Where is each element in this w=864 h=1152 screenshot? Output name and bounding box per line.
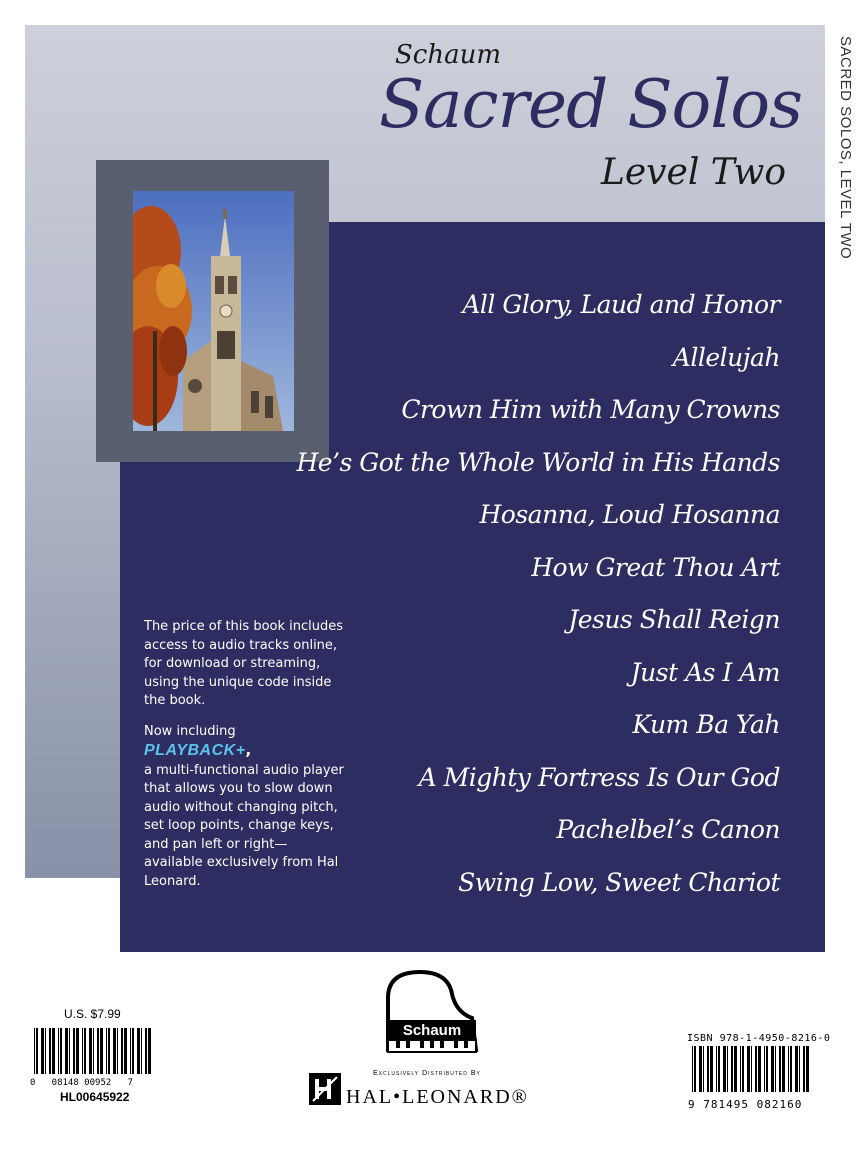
barcode-bar <box>742 1046 744 1092</box>
barcode-bar <box>58 1028 59 1074</box>
barcode-bar <box>124 1028 127 1074</box>
barcode-bar <box>703 1046 704 1092</box>
church-photo <box>133 191 294 431</box>
isbn-digits: 9 781495 082160 <box>688 1098 803 1111</box>
barcode-bar <box>699 1046 702 1092</box>
barcode-bar <box>775 1046 776 1092</box>
barcode-bar <box>137 1028 140 1074</box>
song-title: Allelujah <box>672 342 780 372</box>
barcode-bar <box>145 1028 147 1074</box>
barcode-bar <box>694 1046 696 1092</box>
barcode-bar <box>766 1046 768 1092</box>
book-title: Sacred Solos <box>378 66 802 143</box>
blurb-paragraph-2 <box>144 723 344 892</box>
barcode-bar <box>758 1046 761 1092</box>
barcode-bar <box>121 1028 123 1074</box>
audio-blurb <box>144 618 344 891</box>
barcode-bar <box>76 1028 79 1074</box>
church-illustration <box>133 191 294 431</box>
barcode-bar <box>34 1028 35 1074</box>
song-list <box>296 282 780 912</box>
barcode-bar <box>779 1046 781 1092</box>
song-title: Crown Him with Many Crowns <box>401 395 780 424</box>
barcode-bar <box>727 1046 728 1092</box>
song-title: He’s Got the Whole World in His Hands <box>296 447 780 477</box>
barcode-bar <box>799 1046 800 1092</box>
barcode-bar <box>132 1028 134 1074</box>
song-title: Just As I Am <box>630 657 780 687</box>
publisher-logo: HAL•LEONARD® <box>346 1086 529 1108</box>
blurb-paragraph: The price of this book includes access to audio tracks online, for download or streaming, using the unique code inside the book. <box>144 619 344 708</box>
barcode-bar <box>734 1046 737 1092</box>
barcode-bar <box>108 1028 110 1074</box>
book-level: Level Two <box>600 152 786 193</box>
barcode-bar <box>710 1046 713 1092</box>
song-title: Swing Low, Sweet Chariot <box>458 867 780 897</box>
song-title: How Great Thou Art <box>531 552 780 582</box>
barcode-bar <box>771 1046 774 1092</box>
barcode-bar <box>106 1028 107 1074</box>
playback-line <box>144 741 344 762</box>
barcode-bar <box>141 1028 142 1074</box>
upc-barcode <box>30 1028 158 1088</box>
song-title: All Glory, Laud and Honor <box>462 290 780 319</box>
barcode-bar <box>790 1046 792 1092</box>
spine-text: SACRED SOLOS, LEVEL TWO <box>837 36 854 260</box>
barcode-bar <box>73 1028 75 1074</box>
barcode-bar <box>117 1028 118 1074</box>
barcode-bar <box>795 1046 798 1092</box>
barcode-bar <box>69 1028 70 1074</box>
isbn-label: ISBN 978-1-4950-8216-0 <box>687 1033 831 1044</box>
grand-piano-icon <box>380 968 480 1060</box>
barcode-bar <box>93 1028 94 1074</box>
barcode-bar <box>65 1028 68 1074</box>
playback-description: a multi-functional audio player that allows you to slow down audio without changing pitch, set loop points, change keys, and pan left or right—available exclusively from Hal Leonard. <box>144 762 344 889</box>
hal-leonard-mark-icon <box>309 1073 341 1109</box>
barcode-bar <box>60 1028 62 1074</box>
barcode-bar <box>36 1028 38 1074</box>
barcode-bar <box>692 1046 693 1092</box>
barcode-bar <box>707 1046 709 1092</box>
upc-barcode-bars <box>30 1028 158 1080</box>
barcode-bar <box>84 1028 86 1074</box>
barcode-bar <box>97 1028 99 1074</box>
song-title: Kum Ba Yah <box>632 710 780 739</box>
song-title: Hosanna, Loud Hosanna <box>479 500 780 529</box>
barcode-bar <box>782 1046 785 1092</box>
barcode-bar <box>130 1028 131 1074</box>
song-title: Pachelbel’s Canon <box>556 815 780 844</box>
playback-logo: PLAYBACK+ <box>144 742 246 759</box>
item-code: HL00645922 <box>60 1090 130 1104</box>
barcode-bar <box>731 1046 733 1092</box>
schaum-logo <box>380 968 480 1064</box>
barcode-bar <box>148 1028 151 1074</box>
barcode-bar <box>41 1028 44 1074</box>
barcode-bar <box>747 1046 750 1092</box>
barcode-bar <box>723 1046 726 1092</box>
song-title: A Mighty Fortress Is Our God <box>418 762 780 792</box>
barcode-bar <box>45 1028 46 1074</box>
upc-digits: 0 08148 00952 7 <box>30 1078 133 1088</box>
barcode-bar <box>113 1028 116 1074</box>
barcode-bar <box>89 1028 92 1074</box>
barcode-bar <box>788 1046 789 1092</box>
barcode-bar <box>52 1028 55 1074</box>
barcode-bar <box>82 1028 83 1074</box>
barcode-bar <box>49 1028 51 1074</box>
series-brand: Schaum <box>395 40 502 70</box>
barcode-bar <box>100 1028 103 1074</box>
isbn-barcode-bars <box>688 1046 816 1094</box>
barcode-bar <box>803 1046 805 1092</box>
barcode-bar <box>751 1046 752 1092</box>
schaum-logo-text: Schaum <box>402 1022 462 1039</box>
barcode-bar <box>718 1046 720 1092</box>
barcode-bar <box>716 1046 717 1092</box>
barcode-bar <box>764 1046 765 1092</box>
barcode-bar <box>806 1046 809 1092</box>
barcode-bar <box>755 1046 757 1092</box>
playback-comma: , <box>245 741 252 759</box>
isbn-barcode <box>688 1046 816 1111</box>
price-label: U.S. $7.99 <box>64 1007 121 1021</box>
barcode-bar <box>740 1046 741 1092</box>
now-including-text: Now including <box>144 723 236 739</box>
distribution-note: Exclusively Distributed By <box>373 1070 481 1077</box>
song-title: Jesus Shall Reign <box>568 605 780 634</box>
